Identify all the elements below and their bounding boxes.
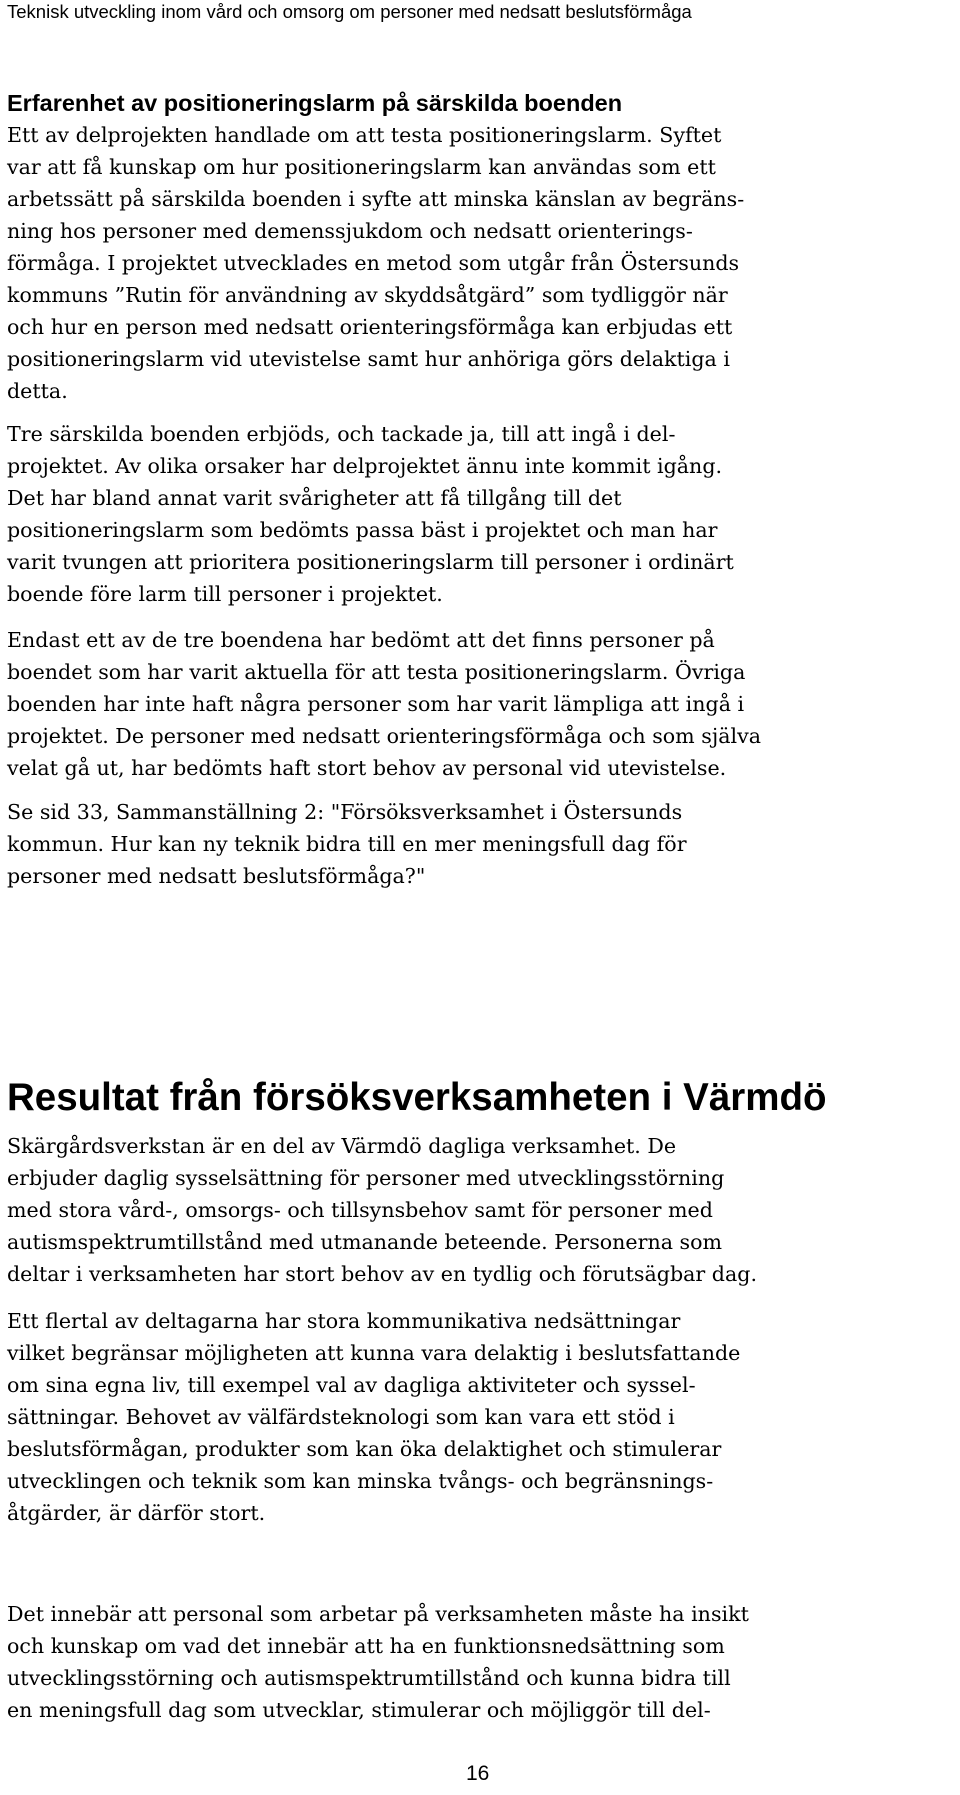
section-heading-positioneringslarm: Erfarenhet av positioneringslarm på särskilda boenden (7, 90, 623, 116)
body-text-line: utvecklingen och teknik som kan minska tvångs- och begränsnings- (7, 1469, 714, 1493)
body-text-line: detta. (7, 379, 68, 403)
body-text-line: erbjuder daglig sysselsättning för personer med utvecklingsstörning (7, 1166, 725, 1190)
body-text-line: projektet. Av olika orsaker har delprojektet ännu inte kommit igång. (7, 454, 723, 478)
body-text-line: Ett av delprojekten handlade om att testa positioneringslarm. Syftet (7, 123, 722, 147)
body-text-line: och hur en person med nedsatt orienteringsförmåga kan erbjudas ett (7, 315, 733, 339)
body-text-line: boende före larm till personer i projektet. (7, 582, 443, 606)
body-text-line: autismspektrumtillstånd med utmanande beteende. Personerna som (7, 1230, 723, 1254)
body-text-line: Tre särskilda boenden erbjöds, och tackade ja, till att ingå i del- (7, 422, 676, 446)
body-text-line: med stora vård-, omsorgs- och tillsynsbehov samt för personer med (7, 1198, 713, 1222)
body-text-line: Endast ett av de tre boendena har bedömt att det finns personer på (7, 628, 715, 652)
body-text-line: positioneringslarm som bedömts passa bäst i projektet och man har (7, 518, 718, 542)
body-text-line: boenden har inte haft några personer som har varit lämpliga att ingå i (7, 692, 745, 716)
body-text-line: Se sid 33, Sammanställning 2: "Försöksverksamhet i Östersunds (7, 800, 683, 824)
body-text-line: kommun. Hur kan ny teknik bidra till en mer meningsfull dag för (7, 832, 687, 856)
body-text-line: deltar i verksamheten har stort behov av en tydlig och förutsägbar dag. (7, 1262, 757, 1286)
body-text-line: ning hos personer med demenssjukdom och nedsatt orienterings- (7, 219, 693, 243)
body-text-line: personer med nedsatt beslutsförmåga?" (7, 864, 426, 888)
body-text-line: förmåga. I projektet utvecklades en metod som utgår från Östersunds (7, 251, 740, 275)
body-text-line: om sina egna liv, till exempel val av dagliga aktiviteter och syssel- (7, 1373, 696, 1397)
body-text-line: varit tvungen att prioritera positioneringslarm till personer i ordinärt (7, 550, 734, 574)
body-text-line: vilket begränsar möjligheten att kunna vara delaktig i beslutsfattande (7, 1341, 741, 1365)
body-text-line: kommuns ”Rutin för användning av skyddsåtgärd” som tydliggör när (7, 283, 728, 307)
body-text-line: sättningar. Behovet av välfärdsteknologi som kan vara ett stöd i (7, 1405, 675, 1429)
body-text-line: Skärgårdsverkstan är en del av Värmdö dagliga verksamhet. De (7, 1134, 677, 1158)
body-text-line: arbetssätt på särskilda boenden i syfte att minska känslan av begräns- (7, 187, 745, 211)
page-number: 16 (466, 1762, 490, 1785)
section-heading-varmdo: Resultat från försöksverksamheten i Värmdö (7, 1076, 827, 1119)
body-text-line: en meningsfull dag som utvecklar, stimulerar och möjliggör till del- (7, 1698, 711, 1722)
body-text-line: projektet. De personer med nedsatt orienteringsförmåga och som själva (7, 724, 761, 748)
body-text-line: beslutsförmågan, produkter som kan öka delaktighet och stimulerar (7, 1437, 722, 1461)
body-text-line: boendet som har varit aktuella för att testa positioneringslarm. Övriga (7, 660, 746, 684)
body-text-line: var att få kunskap om hur positioneringslarm kan användas som ett (7, 155, 716, 179)
body-text-line: positioneringslarm vid utevistelse samt hur anhöriga görs delaktiga i (7, 347, 730, 371)
body-text-line: Ett flertal av deltagarna har stora kommunikativa nedsättningar (7, 1309, 681, 1333)
body-text-line: velat gå ut, har bedömts haft stort behov av personal vid utevistelse. (7, 756, 727, 780)
body-text-line: och kunskap om vad det innebär att ha en funktionsnedsättning som (7, 1634, 725, 1658)
running-header: Teknisk utveckling inom vård och omsorg om personer med nedsatt beslutsförmåga (7, 1, 692, 22)
body-text-line: Det har bland annat varit svårigheter att få tillgång till det (7, 486, 622, 510)
body-text-line: utvecklingsstörning och autismspektrumtillstånd och kunna bidra till (7, 1666, 731, 1690)
body-text-line: Det innebär att personal som arbetar på verksamheten måste ha insikt (7, 1602, 749, 1626)
body-text-line: åtgärder, är därför stort. (7, 1501, 266, 1525)
